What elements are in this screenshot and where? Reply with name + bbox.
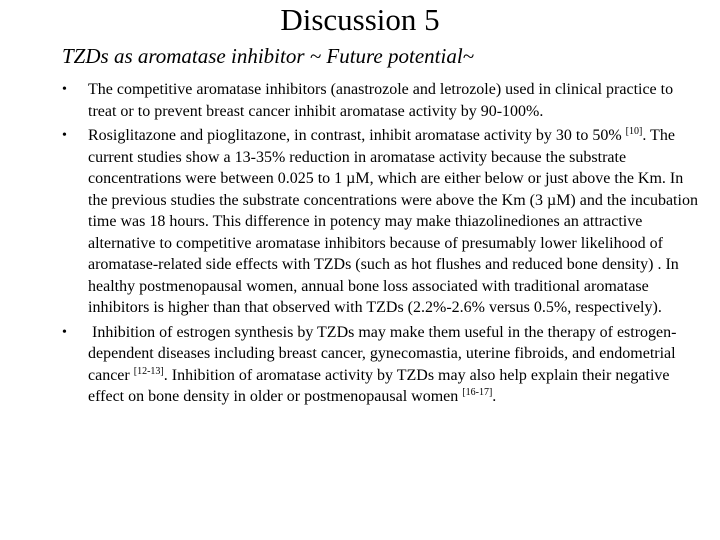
bullet-marker: • xyxy=(62,324,67,340)
bullet-item-3 xyxy=(62,322,702,408)
bullet-list xyxy=(62,79,702,411)
bullet-text: The competitive aromatase inhibitors (anastrozole and letrozole) used in clinical practice to treat or to prevent breast cancer inhibit aromatase activity by 90-100%. xyxy=(88,81,674,120)
bullet-item-1 xyxy=(62,79,702,122)
bullet-item-2 xyxy=(62,125,702,319)
citation-ref: [12-13] xyxy=(133,365,164,377)
bullet-text-part: Rosiglitazone and pioglitazone, in contrast, inhibit aromatase activity by 30 to 50% xyxy=(88,127,622,144)
bullet-text-part: . Inhibition of aromatase activity by TZDs may also help explain their negative effect on bone density in older or postmenopausal women xyxy=(88,366,670,405)
bullet-text-part: . The current studies show a 13-35% reduction in aromatase activity because the substrate concentrations were between 0.025 to 1 µM, which are either below or just above the Km. In the previous studies the substrate concentrations were above the Km (3 µM) and the incubation time was 18 hours. This difference in potency may make thiazolinediones an attractive alternative to competitive aromatase inhibitors because of presumably lower likelihood of aromatase-related side effects with TZDs (such as hot flushes and reduced bone density) . In healthy postmenopausal women, annual bone loss associated with traditional aromatase inhibitors is higher than that observed with TZDs (2.2%-2.6% versus 0.5%, respectively). xyxy=(88,127,698,316)
citation-ref: [10] xyxy=(625,126,643,137)
bullet-text-part: Inhibition of estrogen synthesis by TZDs may make them useful in the therapy of estrogen-dependent diseases including breast cancer, gynecomastia, uterine fibroids, and endometrial cancer xyxy=(88,323,677,384)
citation-ref: [16-17] xyxy=(462,387,493,398)
slide-title: Discussion 5 xyxy=(280,2,440,37)
bullet-marker: • xyxy=(62,82,67,97)
bullet-text xyxy=(88,322,702,408)
slide-subtitle: TZDs as aromatase inhibitor ~ Future potential~ xyxy=(62,44,475,68)
bullet-text xyxy=(88,125,702,319)
bullet-marker: • xyxy=(62,128,67,143)
bullet-text-part: . xyxy=(492,388,497,405)
